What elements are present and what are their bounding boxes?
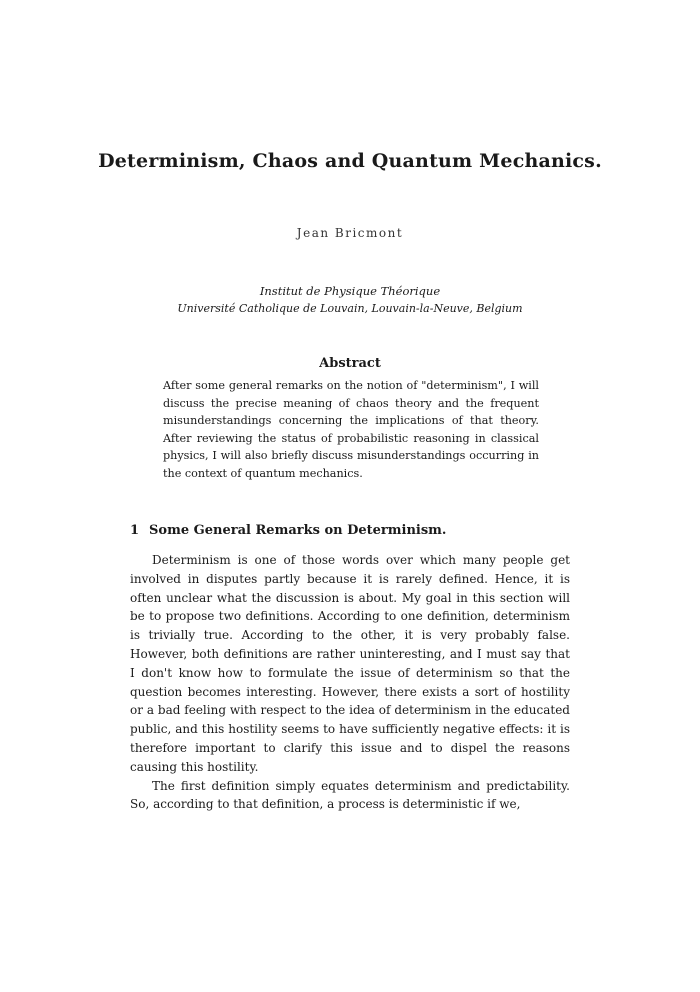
abstract-heading: Abstract: [319, 356, 381, 371]
section-heading: [130, 523, 446, 538]
section-number: 1: [130, 523, 140, 538]
paper-title: Determinism, Chaos and Quantum Mechanics.: [98, 150, 602, 172]
author-name: Jean Bricmont: [296, 226, 404, 240]
body-paragraph-1: Determinism is one of those words over which many people get involved in disputes partly because it is rarely defined. Hence, it is often unclear what the discussion is about. My goal in this section will be to propose two definitions. According to one definition, determinism is trivially true. According to the other, it is very probably false. However, both definitions are rather uninteresting, and I must say that I don't know how to formulate the issue of determinism so that the question becomes interesting. However, there exists a sort of hostility or a bad feeling with respect to the idea of determinism in the educated public, and this hostility seems to have sufficiently negative effects: it is therefore important to clarify this issue and to dispel the reasons causing this hostility.: [130, 553, 570, 774]
affiliation-university: Université Catholique de Louvain, Louvain-la-Neuve, Belgium: [177, 302, 523, 315]
abstract-text: After some general remarks on the notion of "determinism", I will discuss the precise meaning of chaos theory and the frequent misunderstandings concerning the implications of that theory. After reviewing the status of probabilistic reasoning in classical physics, I will also briefly discuss misunderstandings occurring in the context of quantum mechanics.: [163, 379, 539, 480]
section-title: Some General Remarks on Determinism.: [149, 523, 447, 538]
section-body: [130, 551, 570, 814]
body-paragraph-2: The first definition simply equates determinism and predictability. So, according to that definition, a process is deterministic if we,: [130, 778, 570, 812]
affiliation-institute: Institut de Physique Théorique: [259, 284, 441, 298]
